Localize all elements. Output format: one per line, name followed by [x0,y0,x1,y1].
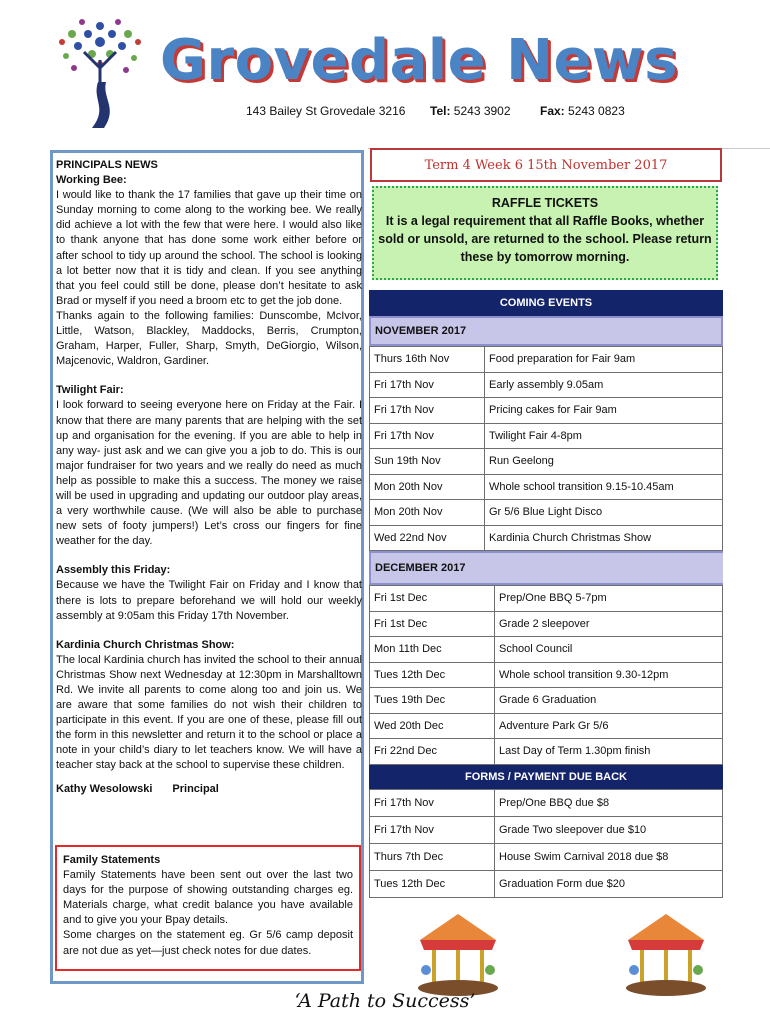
event-row [370,713,723,739]
raffle-body: It is a legal requirement that all Raffle Books, whether sold or unsold, are returned to the school. Please return these by tomorrow morning. [378,214,712,264]
principal-name: Kathy Wesolowski [56,782,153,795]
event-date: Fri 17th Nov [370,423,485,449]
event-description: Early assembly 9.05am [485,372,723,398]
event-date: Tues 12th Dec [370,662,495,688]
working-bee-paragraph: I would like to thank the 17 families that gave up their time on Sunday morning to come along to the working bee. We really did achieve a lot with the few that were here. I would also like to thank anyone that has done some work either before or after school to tidy up around the school. The school is looking a lot better now that it is tidy and clean. If you see anything that you feel could still be done, please don’t hesitate to ask Brad or myself if you need a broom etc to get the job done. [56,189,362,307]
family-statements-paragraph: Family Statements have been sent out over the last two days for the purpose of showing outstanding charges eg. Materials charge, what credit balance you have available and to give you your Bpay details. [63,869,353,927]
event-description: Whole school transition 9.15-10.45am [485,474,723,500]
event-description: Twilight Fair 4-8pm [485,423,723,449]
coming-events-heading: COMING EVENTS [369,290,723,316]
event-description: House Swim Carnival 2018 due $8 [495,843,723,870]
event-description: Prep/One BBQ due $8 [495,789,723,816]
carousel-illustration [412,910,504,1000]
event-date: Tues 19th Dec [370,688,495,714]
event-row [370,789,723,816]
event-date: Wed 20th Dec [370,713,495,739]
event-description: Gr 5/6 Blue Light Disco [485,500,723,526]
event-row [370,662,723,688]
event-description: Adventure Park Gr 5/6 [495,713,723,739]
family-statements-box [55,845,361,971]
event-row [370,347,723,373]
event-description: Kardinia Church Christmas Show [485,525,723,551]
event-row [370,637,723,663]
fax-number [540,104,625,118]
family-statements-note: Some charges on the statement eg. Gr 5/6 camp deposit are not due as yet—just check notes for due dates. [63,929,353,957]
school-address: 143 Bailey St Grovedale 3216 [246,104,406,118]
raffle-notice [372,186,718,280]
event-date: Thurs 16th Nov [370,347,485,373]
carousel-illustration [620,910,712,1000]
principals-news [56,158,362,797]
event-date: Fri 17th Nov [370,398,485,424]
assembly-heading: Assembly this Friday: [56,564,171,577]
phone-number [430,104,511,118]
kardinia-paragraph: The local Kardinia church has invited the school to their annual Christmas Show next Wednesday at 12:30pm in Marshalltown Rd. We invite all parents to come along too and join us. We are aware that some families do not wish their children to participate in this event. If you are one of these, please fill out the form in this newsletter and return it to the school or place a note in your child’s diary to let teachers know. We will have a teacher stay back at the school to supervise these children. [56,653,362,772]
event-row [370,398,723,424]
event-date: Fri 1st Dec [370,586,495,612]
fax-label: Fax: [540,104,565,118]
event-row [370,372,723,398]
event-description: Whole school transition 9.30-12pm [495,662,723,688]
assembly-paragraph: Because we have the Twilight Fair on Friday and I know that there is lots to prepare beforehand we will hold our weekly assembly at 9:05am this Friday 17th November. [56,579,362,622]
term-date-banner: Term 4 Week 6 15th November 2017 [370,148,722,182]
event-date: Sun 19th Nov [370,449,485,475]
tel-label: Tel: [430,104,451,118]
event-row [370,586,723,612]
event-description: Grade 2 sleepover [495,611,723,637]
event-row [370,816,723,843]
event-date: Mon 20th Nov [370,500,485,526]
event-description: Grade Two sleepover due $10 [495,816,723,843]
event-date: Fri 17th Nov [370,789,495,816]
event-date: Mon 11th Dec [370,637,495,663]
event-row [370,423,723,449]
event-date: Thurs 7th Dec [370,843,495,870]
november-events-table [369,346,723,551]
event-row [370,449,723,475]
event-row [370,843,723,870]
twilight-fair-paragraph: I look forward to seeing everyone here on Friday at the Fair. I know that there are many parents that are helping with the set up and organisation for the evening. If you are able to help in any way- just ask and we can give you a job to do. This is our major fundraiser for two years and we really do need as much help as possible to make this a success. The money we raise will be used in upgrading and updating our outdoor play areas, a very worthwhile cause. (We will also be able to purchase new sets of footy jumpers!) Let’s cross our fingers for fine weather for the day. [56,399,362,548]
principal-title: Principal [172,782,219,795]
school-motto: ‘A Path to Success’ [294,990,476,1012]
fax-value: 5243 0823 [568,104,625,118]
event-date: Wed 22nd Nov [370,525,485,551]
event-row [370,474,723,500]
tel-value: 5243 3902 [453,104,511,118]
event-date: Fri 17th Nov [370,372,485,398]
thanks-paragraph: Thanks again to the following families: Dunscombe, McIvor, Little, Watson, Blackley, Maddocks, Berris, Crumpton, Graham, Harper, Fuller, Sharp, Smyth, DeGiorgio, Wilson, Majcenovic, Waldron, Gardiner. [56,309,362,368]
school-tree-logo [52,12,148,130]
december-heading: DECEMBER 2017 [369,551,723,585]
coming-events [369,290,723,898]
event-description: Prep/One BBQ 5-7pm [495,586,723,612]
event-date: Fri 1st Dec [370,611,495,637]
raffle-title: RAFFLE TICKETS [491,196,599,210]
family-statements-heading: Family Statements [63,854,161,866]
kardinia-heading: Kardinia Church Christmas Show: [56,638,235,651]
signature [56,782,362,797]
event-row [370,525,723,551]
event-date: Tues 12th Dec [370,870,495,897]
working-bee-heading: Working Bee: [56,174,127,187]
november-heading: NOVEMBER 2017 [369,316,723,346]
event-row [370,739,723,765]
event-row [370,870,723,897]
event-date: Fri 17th Nov [370,816,495,843]
event-description: Last Day of Term 1.30pm finish [495,739,723,765]
event-description: Pricing cakes for Fair 9am [485,398,723,424]
event-description: Grade 6 Graduation [495,688,723,714]
event-description: Run Geelong [485,449,723,475]
forms-table [369,789,723,898]
event-description: School Council [495,637,723,663]
event-row [370,500,723,526]
event-description: Graduation Form due $20 [495,870,723,897]
newsletter-title: Grovedale News [160,28,678,93]
event-row [370,688,723,714]
december-events-table [369,585,723,765]
forms-heading: FORMS / PAYMENT DUE BACK [369,765,723,789]
section-heading: PRINCIPALS NEWS [56,159,158,171]
event-row [370,611,723,637]
event-date: Mon 20th Nov [370,474,485,500]
event-date: Fri 22nd Dec [370,739,495,765]
twilight-fair-heading: Twilight Fair: [56,384,124,397]
event-description: Food preparation for Fair 9am [485,347,723,373]
